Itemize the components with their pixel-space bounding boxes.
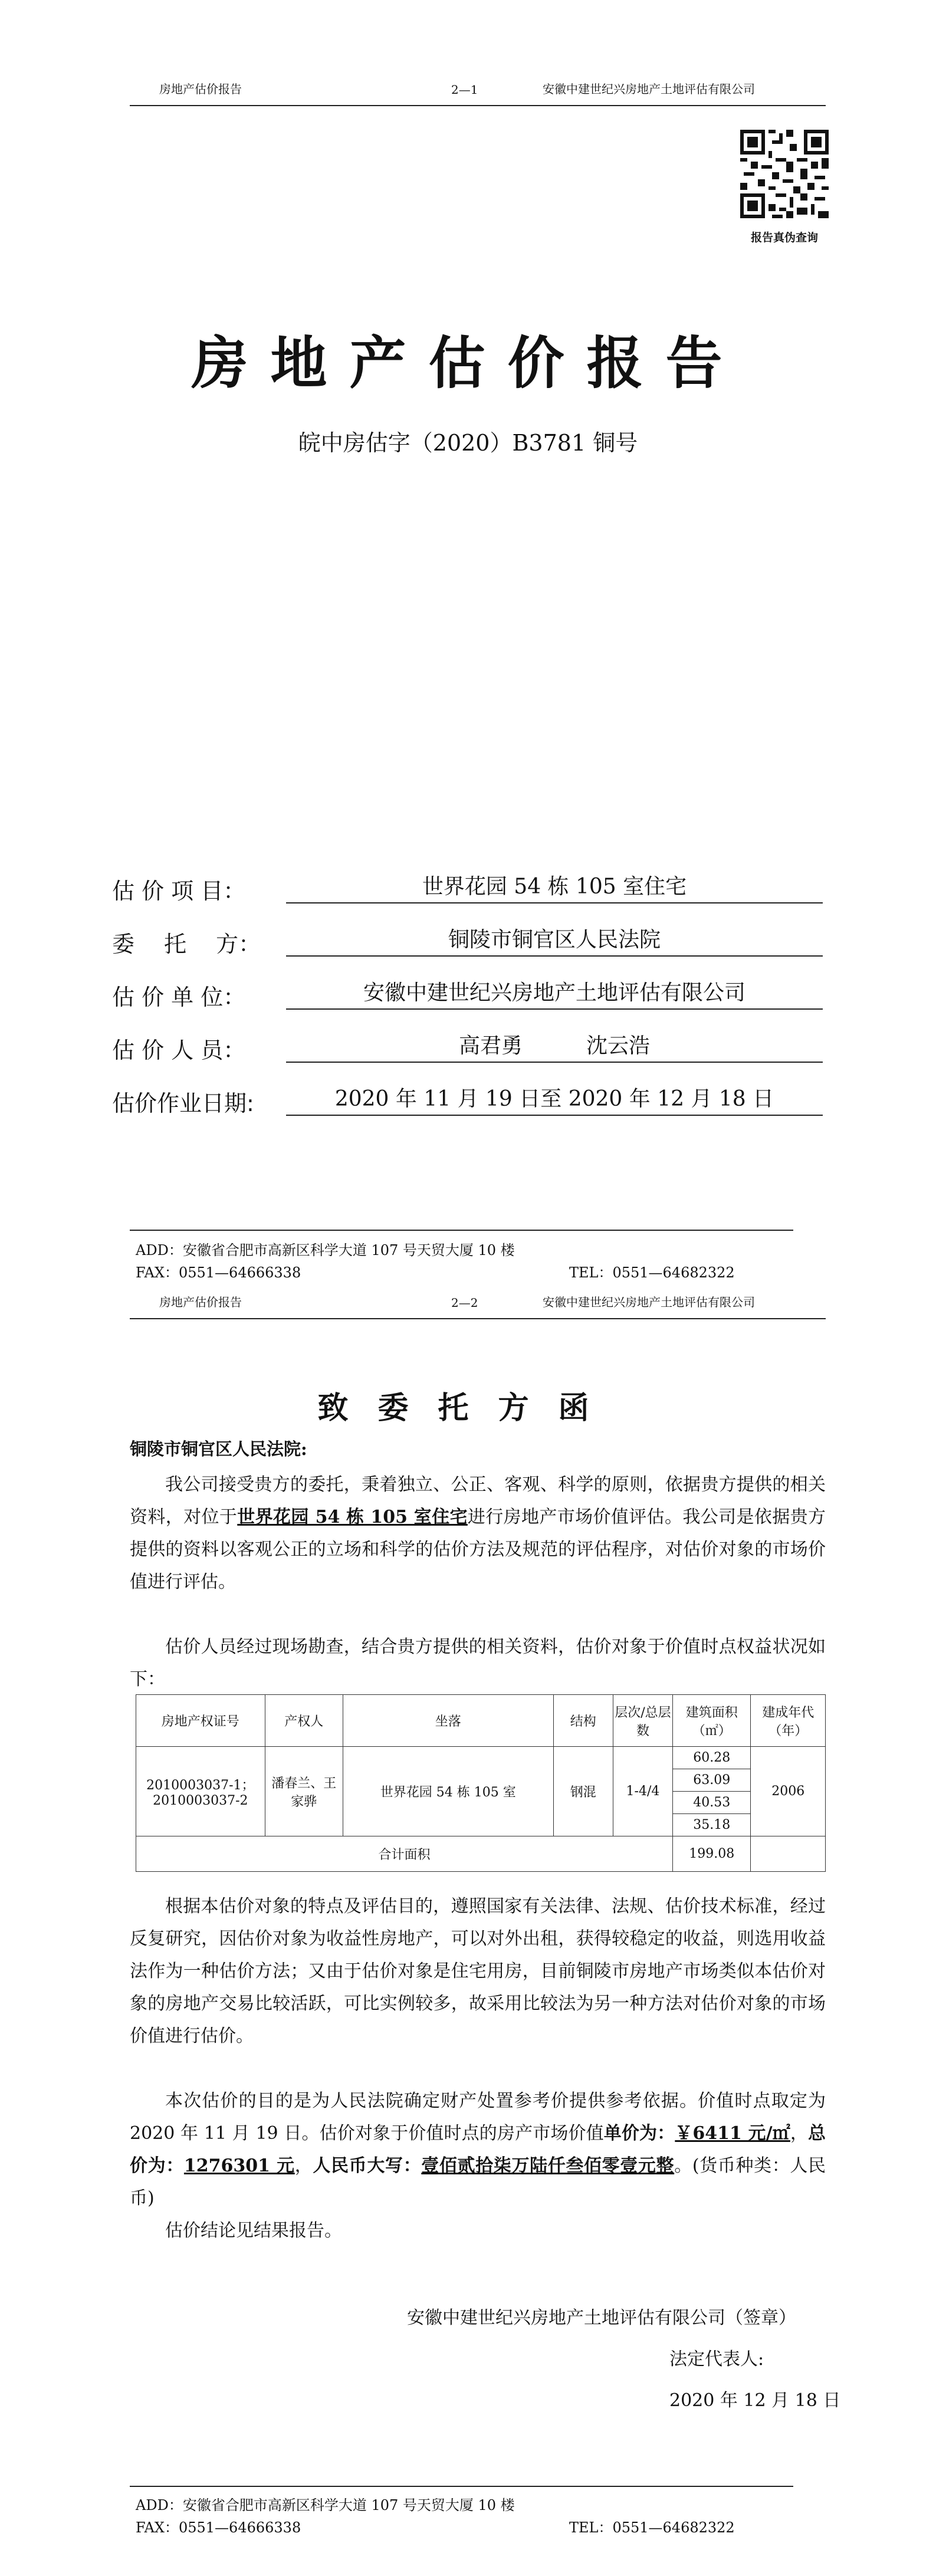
table-cell-structure: 钢混 (553, 1747, 613, 1836)
table-cell-location: 世界花园 54 栋 105 室 (343, 1747, 553, 1836)
qr-code-icon[interactable] (740, 130, 829, 218)
footer-tel: TEL：0551—64682322 (569, 2519, 735, 2536)
paragraph-inspection: 估价人员经过现场勘查，结合贵方提供的相关资料，估价对象于价值时点权益状况如下： (130, 1637, 826, 1690)
unit-price: ￥6411 元/㎡ (675, 2123, 790, 2144)
header-company: 安徽中建世纪兴房地产土地评估有限公司 (543, 1295, 755, 1309)
table-cell-area: 60.28 (673, 1747, 751, 1769)
header-title: 房地产估价报告 (159, 1295, 242, 1309)
table-header-area: 建筑面积（㎡） (673, 1695, 751, 1747)
page-header (130, 1283, 826, 1319)
table-total-label: 合计面积 (136, 1836, 673, 1872)
info-value: 2020 年 11 月 19 日至 2020 年 12 月 18 日 (286, 1085, 823, 1116)
table-cell-cert: 2010003037-1；2010003037-2 (136, 1747, 265, 1836)
table-cell-owner: 潘春兰、王家骅 (265, 1747, 343, 1836)
footer-divider (130, 1230, 793, 1231)
info-value: 世界花园 54 栋 105 室住宅 (286, 873, 823, 903)
header-title: 房地产估价报告 (159, 82, 242, 96)
info-row-appraiser-org (112, 979, 826, 1017)
table-cell-area: 35.18 (673, 1814, 751, 1836)
footer-address: ADD：安徽省合肥市高新区科学大道 107 号天贸大厦 10 楼 (136, 2497, 515, 2513)
info-label: 估 价 单 位： (112, 984, 246, 1010)
letter-addressee: 铜陵市铜官区人民法院: (130, 1439, 307, 1459)
paragraph-commission: 我公司接受贵方的委托，秉着独立、公正、客观、科学的原则，依据贵方提供的相关资料，对位于世界花园 54 栋 105 室住宅进行房地产市场价值评估。我公司是依据贵方提供的资料以客观公正的立场和科学的估价方法及规范的评估程序，对估价对象的市场价值进行评估。 (130, 1474, 826, 1592)
info-label: 估 价 人 员： (112, 1037, 246, 1063)
property-name: 世界花园 54 栋 105 室住宅 (237, 1507, 468, 1527)
signer-company: 安徽中建世纪兴房地产土地评估有限公司（签章） (407, 2308, 796, 2328)
legal-representative: 法定代表人: (669, 2349, 764, 2370)
footer-tel: TEL：0551—64682322 (569, 1264, 735, 1281)
total-price-uppercase: 壹佰贰拾柒万陆仟叁佰零壹元整 (421, 2156, 675, 2176)
qr-caption: 报告真伪查询 (750, 231, 818, 244)
paragraph-see-report: 估价结论见结果报告。 (165, 2220, 342, 2241)
info-label: 估 价 项 目： (112, 878, 246, 904)
info-value: 高君勇 沈云浩 (286, 1032, 823, 1063)
info-value: 安徽中建世纪兴房地产土地评估有限公司 (286, 979, 823, 1010)
report-title: 房地产估价报告 (191, 330, 745, 396)
table-cell-area: 63.09 (673, 1769, 751, 1792)
table-header-cert: 房地产权证号 (136, 1695, 265, 1747)
total-price: 1276301 元 (183, 2156, 295, 2176)
table-header-year: 建成年代（年） (751, 1695, 826, 1747)
info-label: 估价作业日期: (112, 1090, 254, 1116)
table-total-empty (751, 1836, 826, 1872)
footer-address: ADD：安徽省合肥市高新区科学大道 107 号天贸大厦 10 楼 (136, 1242, 515, 1259)
signature-date: 2020 年 12 月 18 日 (669, 2390, 841, 2411)
table-cell-year: 2006 (751, 1747, 826, 1836)
info-label: 委 托 方： (112, 931, 261, 957)
paragraph-conclusion: 本次估价的目的是为人民法院确定财产处置参考价提供参考依据。价值时点取定为 2020 年 11 月 19 日。估价对象于价值时点的房产市场价值单价为：￥6411 元/㎡，总价为：1276301 元，人民币大写：壹佰贰拾柒万陆仟叁佰零壹元整。(货币种类：人民币) (130, 2091, 826, 2209)
table-header-owner: 产权人 (265, 1695, 343, 1747)
letter-title: 致委托方函 (317, 1390, 619, 1426)
info-row-appraisers (112, 1032, 826, 1070)
info-row-client (112, 926, 826, 964)
table-header-structure: 结构 (553, 1695, 613, 1747)
page-header (130, 70, 826, 106)
info-row-project (112, 873, 826, 911)
property-table (136, 1694, 826, 1872)
header-page-number: 2—2 (451, 1296, 478, 1310)
header-page-number: 2—1 (451, 83, 478, 97)
paragraph-method: 根据本估价对象的特点及评估目的，遵照国家有关法律、法规、估价技术标准，经过反复研究，因估价对象为收益性房地产，可以对外出租，获得较稳定的收益，则选用收益法作为一种估价方法；又由于估价对象是住宅用房，目前铜陵市房地产市场类似本估价对象的房地产交易比较活跃，可比实例较多，故采用比较法为另一种方法对估价对象的市场价值进行估价。 (130, 1896, 826, 2046)
table-header-location: 坐落 (343, 1695, 553, 1747)
info-row-dates (112, 1085, 826, 1123)
footer-divider (130, 2486, 793, 2487)
table-total-area: 199.08 (673, 1836, 751, 1872)
info-value: 铜陵市铜官区人民法院 (286, 926, 823, 957)
footer-fax: FAX：0551—64666338 (136, 2519, 301, 2536)
footer-fax: FAX：0551—64666338 (136, 1264, 301, 1281)
header-company: 安徽中建世纪兴房地产土地评估有限公司 (543, 82, 755, 96)
table-header-floors: 层次/总层数 (613, 1695, 672, 1747)
document-number: 皖中房估字（2020）B3781 铜号 (298, 430, 638, 456)
table-cell-floors: 1-4/4 (613, 1747, 672, 1836)
table-cell-area: 40.53 (673, 1792, 751, 1814)
